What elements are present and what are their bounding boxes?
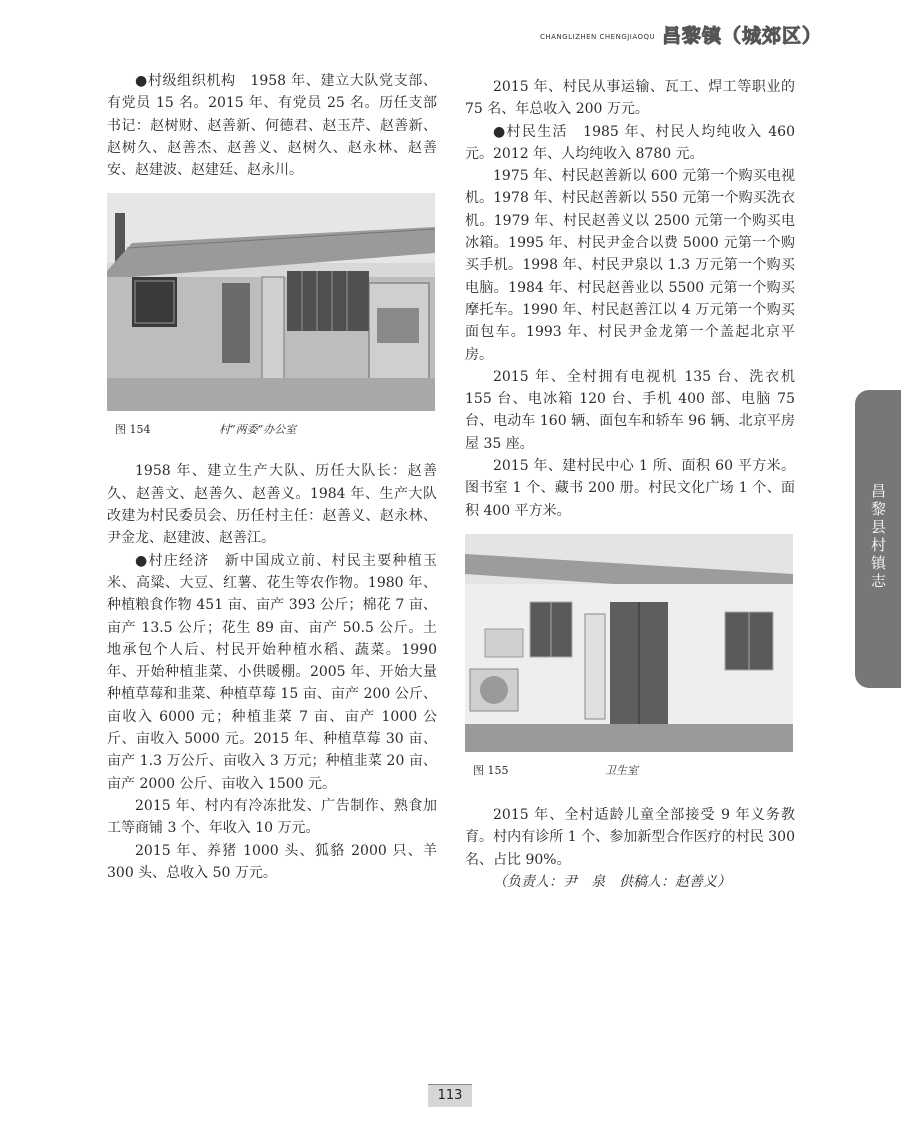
paragraph-economy: ●村庄经济 新中国成立前、村民主要种植玉米、高粱、大豆、红薯、花生等农作物。1980 年、种植粮食作物 451 亩、亩产 393 公斤；棉花 7 亩、亩产 13.5 公斤；花生 89 亩、亩产 50.5 公斤。土地承包个人后、村民开始种植水稻、蔬菜。1990 年、开始种植韭菜、小供暖棚。2005 年、开始大量种植草莓和韭菜、种植草莓 15 亩、亩产 200 公斤、亩收入 6000 元；种植韭菜 7 亩、亩产 1000 公斤、亩收入 5000 元。2015 年、种植草莓 30 亩、亩产 1.3 万公斤、亩收入 3 万元；种植韭菜 20 亩、亩产 2000 公斤、亩收入 1500 元。 [107,552,437,792]
paragraph-education-health: 2015 年、全村适龄儿童全部接受 9 年义务教育。村内有诊所 1 个、参加新型合作医疗的村民 300 名、占比 90%。 [465,806,795,868]
photo-clinic [465,534,793,752]
paragraph-shops: 2015 年、村内有冷冻批发、广告制作、熟食加工等商铺 3 个、年收入 10 万元。 [107,797,437,837]
clinic-building-image [465,534,793,752]
paragraph-organization: ●村级组织机构 1958 年、建立大队党支部、有党员 15 名。2015 年、有党员 25 名。历任支部书记：赵树财、赵善新、何德君、赵玉芹、赵善新、赵树久、赵善杰、赵善义、赵树久、赵永林、赵善安、赵建波、赵建廷、赵永川。 [107,73,437,179]
credits-line: （负责人：尹 泉 供稿人：赵善义） [493,873,731,890]
figure-154-caption [107,419,437,435]
paragraph-facilities: 2015 年、建村民中心 1 所、面积 60 平方米。图书室 1 个、藏书 200 册。村民文化广场 1 个、面积 400 平方米。 [465,458,795,519]
header-title: 昌黎镇（城郊区） [662,25,823,47]
page-number: 113 [428,1084,472,1107]
paragraph-livestock: 2015 年、养猪 1000 头、狐貉 2000 只、羊 300 头、总收入 50 万元。 [107,842,437,881]
figure-155-number: 图 155 [473,763,509,777]
side-tab [855,390,901,688]
paragraph-leadership: 1958 年、建立生产大队、历任大队长：赵善久、赵善文、赵善久、赵善义。1984 年、生产大队改建为村民委员会、历任村主任：赵善义、赵永林、尹金龙、赵建波、赵善江。 [107,463,437,547]
figure-155-text: 卫生室 [605,763,638,777]
figure-154-text: 村“两委”办公室 [219,423,297,437]
side-tab-label: 昌黎县村镇志 [871,482,887,590]
header-pinyin: CHANGLIZHEN CHENGJIAOQU [540,33,656,41]
office-building-image [107,193,435,411]
paragraph-first-purchases: 1975 年、村民赵善新以 600 元第一个购买电视机。1978 年、村民赵善新以 550 元第一个购买洗衣机。1979 年、村民赵善义以 2500 元第一个购买电冰箱。1995 年、村民尹金合以费 5000 元第一个购买手机。1998 年、村民尹泉以 1.3 万元第一个购买电脑。1984 年、村民赵善业以 5500 元第一个购买摩托车。1990 年、村民赵善江以 4 万元第一个购买面包车。1993 年、村民尹金龙第一个盖起北京平房。 [465,168,795,363]
paragraph-income: ●村民生活 1985 年、村民人均纯收入 460 元。2012 年、人均纯收入 8780 元。 [465,123,795,162]
paragraph-occupations: 2015 年、村民从事运输、瓦工、焊工等职业的 75 名、年总收入 200 万元。 [465,79,795,118]
paragraph-appliances: 2015 年、全村拥有电视机 135 台、洗衣机 155 台、电冰箱 120 台、手机 400 部、电脑 75 台、电动车 160 辆、面包车和轿车 96 辆、北京平房屋 35 座。 [465,368,795,452]
left-column [107,70,437,884]
right-column [465,76,795,893]
photo-office [107,193,435,411]
figure-154-number: 图 154 [115,423,151,437]
figure-155-caption [465,760,795,776]
